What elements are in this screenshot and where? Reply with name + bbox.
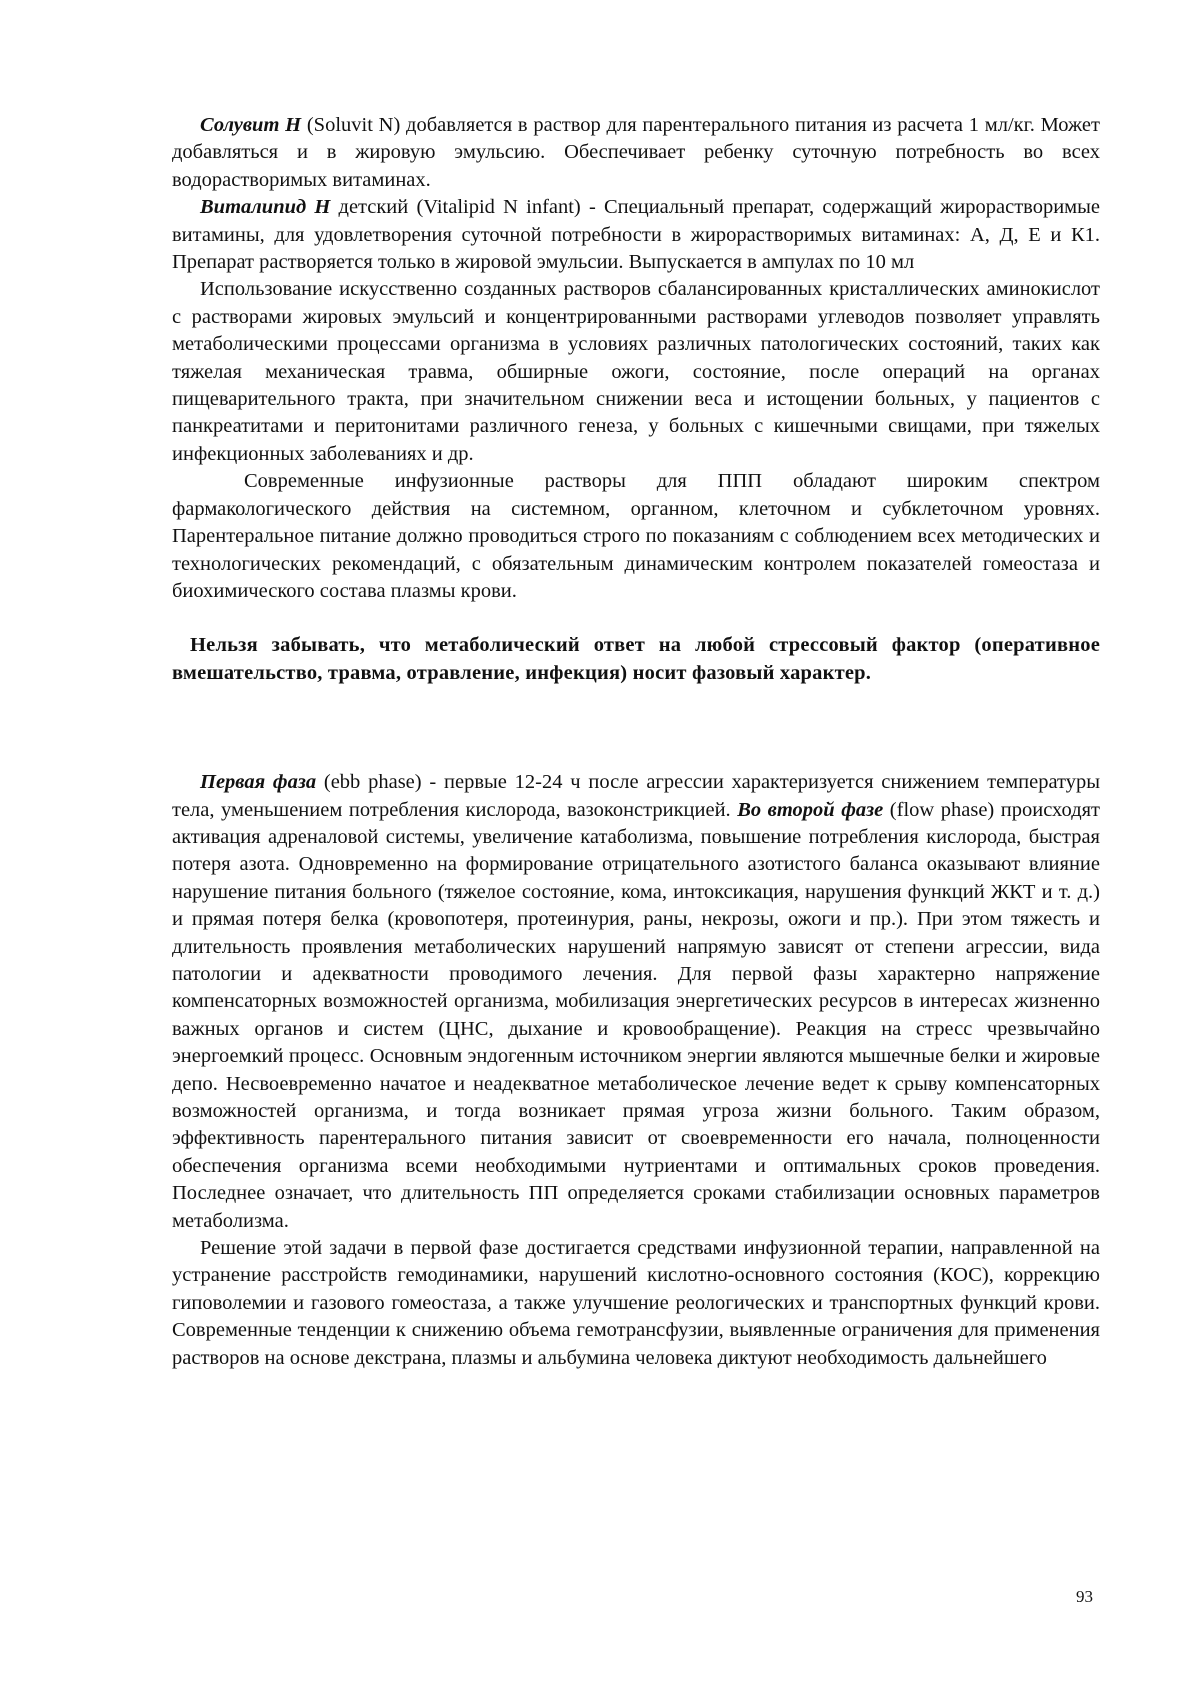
term-second-phase: Во второй фазе (737, 798, 884, 821)
paragraph-amino-acids: Использование искусственно созданных растворов сбалансированных кристаллических аминокислот с растворами жировых эмульсий и концентрированными растворами углеводов позволяет управлять метаболическими процессами организма в условиях различных патологических состояний, таких как тяжелая механическая травма, обширные ожоги, состояние, после операций на органах пищеварительного тракта, при значительном снижении веса и истощении больных, у пациентов с панкреатитами и перитонитами различного генеза, у больных с кишечными свищами, при тяжелых инфекционных заболеваниях и др. (172, 278, 1100, 465)
paragraph-soluvit-text: (Soluvit N) добавляется в раствор для парентерального питания из расчета 1 мл/кг. Может добавляться и в жировую эмульсию. Обеспечивает ребенку суточную потребность во всех водорастворимых витаминах. (172, 114, 1100, 191)
document-page (172, 112, 1100, 1372)
paragraph-phases-text-2: (flow phase) происходят активация адреналовой системы, увеличение катаболизма, повышение потребления кислорода, быстрая потеря азота. Одновременно на формирование отрицательного азотистого баланса оказывают влияние нарушение питания больного (тяжелое состояние, кома, интоксикация, нарушения функций ЖКТ и т. д.) и прямая потеря белка (кровопотеря, протеинурия, раны, некрозы, ожоги и пр.). При этом тяжесть и длительность проявления метаболических нарушений напрямую зависят от степени агрессии, вида патологии и адекватности проводимого лечения. Для первой фазы характерно напряжение компенсаторных возможностей организма, мобилизация энергетических ресурсов в интересах жизненно важных органов и систем (ЦНС, дыхание и кровообращение). Реакция на стресс чрезвычайно энергоемкий процесс. Основным эндогенным источником энергии являются мышечные белки и жировые депо. Несвоевременно начатое и неадекватное метаболическое лечение ведет к срыву компенсаторных возможностей организма, и тогда возникает прямая угроза жизни больного. Таким образом, эффективность парентерального питания зависит от своевременности его начала, полноценности обеспечения организма всеми необходимыми нутриентами и оптимальных сроков проведения. Последнее означает, что длительность ПП определяется сроками стабилизации основных параметров метаболизма. (172, 798, 1101, 1232)
paragraph-first-phase-solution: Решение этой задачи в первой фазе достигается средствами инфузионной терапии, направленной на устранение расстройств гемодинамики, нарушений кислотно-основного состояния (КОС), коррекцию гиповолемии и газового гомеостаза, а также улучшение реологических и транспортных функций крови. Современные тенденции к снижению объема гемотрансфузии, выявленные ограничения для применения растворов на основе декстрана, плазмы и альбумина человека диктуют необходимость дальнейшего (172, 1237, 1100, 1369)
term-vitalipid: Виталипид Н (200, 196, 331, 219)
paragraph-vitalipid-text: детский (Vitalipid N infant) - Специальный препарат, содержащий жирорастворимые витамины, для удовлетворения суточной потребности в жирорастворимых витаминах: А, Д, Е и К1. Препарат растворяется только в жировой эмульсии. Выпускается в ампулах по 10 мл (172, 196, 1101, 274)
paragraph-phases (172, 769, 1100, 1235)
paragraph-vitalipid (172, 194, 1100, 276)
page-number: 93 (1076, 1587, 1093, 1606)
paragraph-infusion-solutions: Современные инфузионные растворы для ППП обладают широким спектром фармакологического действия на системном, органном, клеточном и субклеточном уровнях. Парентеральное питание должно проводиться строго по показаниям с соблюдением всех методических и технологических рекомендаций, с обязательным динамическим контролем показателей гомеостаза и биохимического состава плазмы крови. (172, 470, 1100, 602)
bold-notice: Нельзя забывать, что метаболический ответ на любой стрессовый фактор (оперативное вмешательство, травма, отравление, инфекция) носит фазовый характер. (172, 634, 1100, 684)
paragraph-phases-text-1: (ebb phase) - первые 12-24 ч после агрессии характеризуется снижением температуры тела, уменьшением потребления кислорода, вазоконстрикцией. (172, 771, 1101, 821)
paragraph-soluvit (172, 112, 1100, 194)
term-first-phase: Первая фаза (200, 771, 317, 794)
term-soluvit: Солувит Н (200, 114, 302, 136)
